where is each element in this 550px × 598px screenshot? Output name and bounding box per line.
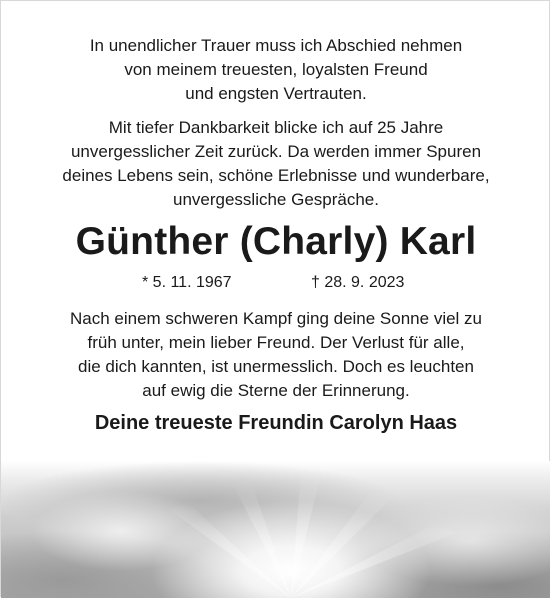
intro-paragraph [1,34,550,106]
sun-rays-overlay [1,461,550,598]
intro-line: und engsten Vertrauten. [185,84,367,103]
closing-paragraph [1,307,550,403]
intro-line: In unendlicher Trauer muss ich Abschied nehmen [89,36,463,55]
gratitude-line: unvergesslicher Zeit zurück. Da werden immer Spuren [70,142,482,161]
closing-line: Nach einem schweren Kampf ging deine Sonne viel zu [69,309,483,328]
death-date: † 28. 9. 2023 [311,274,405,291]
gratitude-line: deines Lebens sein, schöne Erlebnisse und wunderbare, [62,166,490,185]
gratitude-line: Mit tiefer Dankbarkeit blicke ich auf 25 Jahre [108,118,444,137]
intro-line: von meinem treuesten, loyalsten Freund [124,60,428,79]
sky-clouds-image [1,461,550,598]
deceased-name: Günther (Charly) Karl [75,220,477,263]
gratitude-paragraph [1,116,550,212]
closing-line: auf ewig die Sterne der Erinnerung. [142,381,410,400]
signature: Deine treueste Freundin Carolyn Haas [94,412,458,434]
closing-line: früh unter, mein lieber Freund. Der Verlust für alle, [87,333,465,352]
birth-date: * 5. 11. 1967 [142,274,232,291]
gratitude-line: unvergessliche Gespräche. [172,190,379,209]
closing-line: die dich kannten, ist unermesslich. Doch es leuchten [78,357,474,376]
